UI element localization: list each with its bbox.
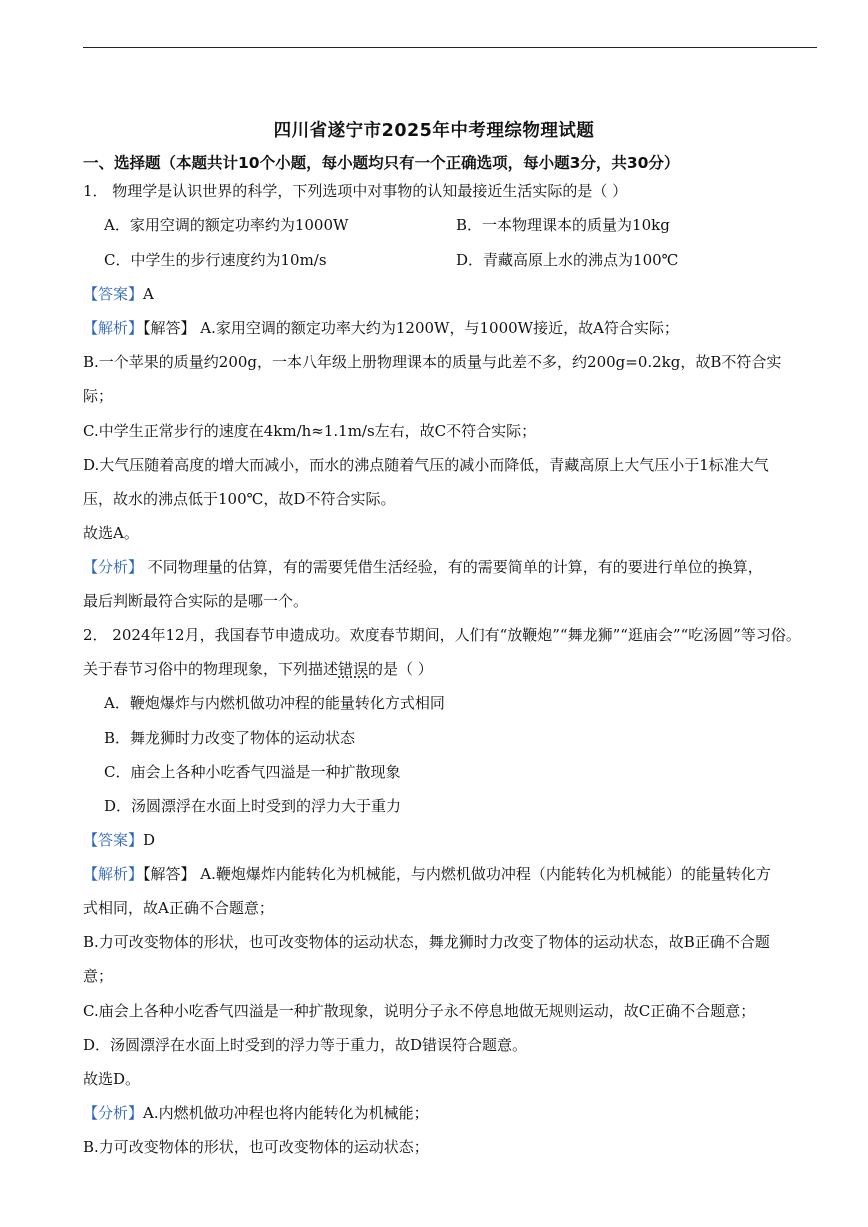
answer-value: A <box>143 285 154 303</box>
q1-conclusion: 故选A。 <box>83 524 139 542</box>
q1-option-d: D．青藏高原上水的沸点为100℃ <box>456 251 679 269</box>
explain-tag: 【解析】 <box>83 865 144 883</box>
explain-tag: 【解析】 <box>83 319 144 337</box>
answer-tag: 【答案】 <box>83 285 144 303</box>
q2-explain-line-4: 意； <box>83 967 114 985</box>
q1-option-c: C．中学生的步行速度约为10m/s <box>104 251 327 269</box>
q1-explain-line-1 <box>83 318 823 338</box>
q2-answer <box>83 830 823 850</box>
q1-explain-line-6: 压，故水的沸点低于100℃，故D不符合实际。 <box>83 490 396 508</box>
analysis-tag: 【分析】 <box>83 1104 144 1122</box>
q2-explain-line-3: B.力可改变物体的形状，也可改变物体的运动状态，舞龙狮时力改变了物体的运动状态，故B正确不合题 <box>83 933 770 951</box>
q1-analysis-line-2: 最后判断最符合实际的是哪一个。 <box>83 592 309 610</box>
explain-text: 【解答】 A.鞭炮爆炸内能转化为机械能，与内燃机做功冲程（内能转化为机械能）的能量转化方 <box>143 865 771 883</box>
q2-option-c: C．庙会上各种小吃香气四溢是一种扩散现象 <box>104 763 401 781</box>
q2-option-b: B．舞龙狮时力改变了物体的运动状态 <box>104 729 356 747</box>
q1-explain-line-5: D.大气压随着高度的增大而减小，而水的沸点随着气压的减小而降低，青藏高原上大气压小于1标准大气 <box>83 456 769 474</box>
answer-value: D <box>143 831 156 849</box>
q2-analysis-line-2: B.力可改变物体的形状，也可改变物体的运动状态； <box>83 1138 429 1156</box>
analysis-text: A.内燃机做功冲程也将内能转化为机械能； <box>143 1104 429 1122</box>
q1-stem: 1． 物理学是认识世界的科学，下列选项中对事物的认知最接近生活实际的是（ ） <box>83 182 628 200</box>
q1-explain-line-2: B.一个苹果的质量约200g，一本八年级上册物理课本的质量与此差不多，约200g=0.2kg，故B不符合实 <box>83 353 782 371</box>
q2-stem-line-2 <box>83 659 823 679</box>
q1-analysis-line-1 <box>83 557 823 577</box>
q2-explain-line-5: C.庙会上各种小吃香气四溢是一种扩散现象，说明分子永不停息地做无规则运动，故C正确不合题意； <box>83 1002 756 1020</box>
q1-option-b: B．一本物理课本的质量为10kg <box>456 216 670 234</box>
q1-explain-line-4: C.中学生正常步行的速度在4km/h≈1.1m/s左右，故C不符合实际； <box>83 422 537 440</box>
q1-explain-line-3: 际； <box>83 387 114 405</box>
analysis-text: 不同物理量的估算，有的需要凭借生活经验，有的需要简单的计算，有的要进行单位的换算， <box>143 558 763 576</box>
q2-conclusion: 故选D。 <box>83 1070 141 1088</box>
q2-option-d: D．汤圆漂浮在水面上时受到的浮力大于重力 <box>104 797 402 815</box>
q1-option-a: A．家用空调的额定功率约为1000W <box>104 216 349 234</box>
stem-text: 关于春节习俗中的物理现象，下列描述 <box>83 660 339 678</box>
q2-explain-line-1 <box>83 864 823 884</box>
page-title: 四川省遂宁市2025年中考理综物理试题 <box>273 121 595 141</box>
q2-stem-line-1: 2． 2024年12月，我国春节申遗成功。欢度春节期间，人们有“放鞭炮”“舞龙狮”“逛庙会”“吃汤圆”等习俗。 <box>83 626 801 644</box>
q2-option-a: A．鞭炮爆炸与内燃机做功冲程的能量转化方式相同 <box>104 694 445 712</box>
header-rule <box>83 47 817 48</box>
answer-tag: 【答案】 <box>83 831 144 849</box>
analysis-tag: 【分析】 <box>83 558 144 576</box>
q2-explain-line-2: 式相同，故A正确不合题意； <box>83 899 274 917</box>
q1-answer <box>83 284 823 304</box>
q2-explain-line-6: D．汤圆漂浮在水面上时受到的浮力等于重力，故D错误符合题意。 <box>83 1036 528 1054</box>
stem-text-end: 的是（ ） <box>368 660 433 678</box>
section-heading: 一、选择题（本题共计10个小题，每小题均只有一个正确选项，每小题3分，共30分） <box>83 154 680 172</box>
q2-analysis-line-1 <box>83 1103 823 1123</box>
emphasis-mark: 错误 <box>338 660 369 678</box>
explain-text: 【解答】 A.家用空调的额定功率大约为1200W，与1000W接近，故A符合实际； <box>143 319 679 337</box>
